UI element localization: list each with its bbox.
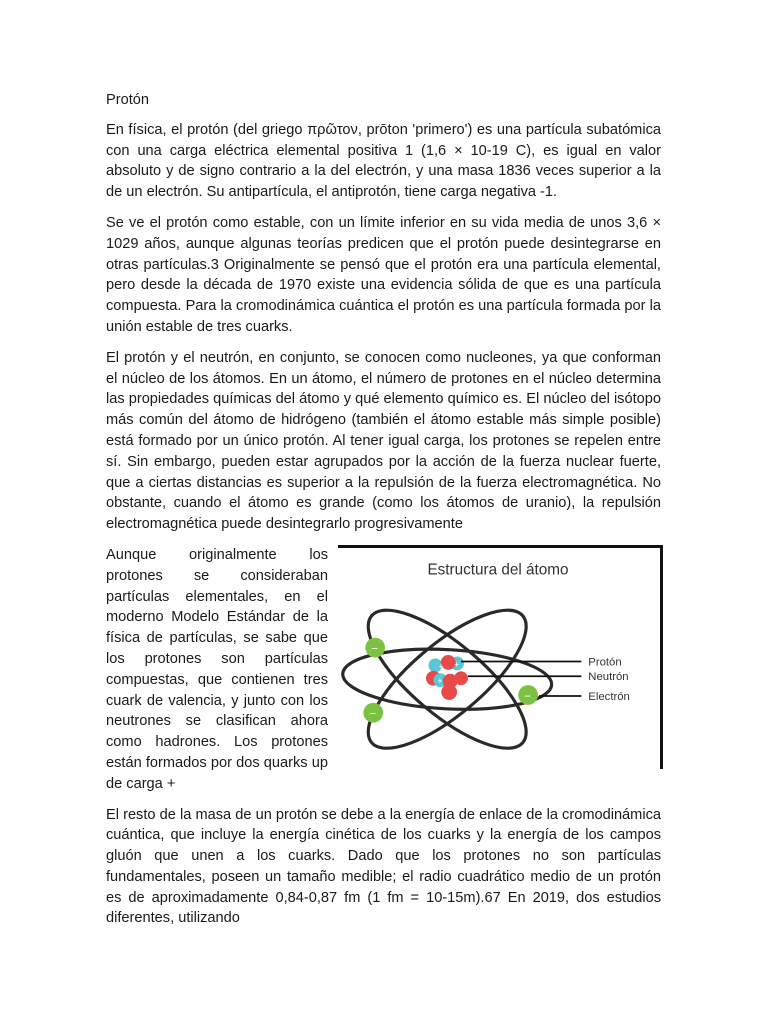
electron-minus-symbol: − — [371, 641, 379, 656]
proton-plus-symbol: + — [454, 659, 460, 670]
document-page — [106, 90, 661, 939]
atom-diagram — [338, 548, 660, 769]
proton-label: Protón — [588, 656, 622, 669]
paragraph-1: En física, el protón (del griego πρῶτον, prōton 'primero') es una partícula subatómica con una carga eléctrica elemental positiva 1 (1,6 × 10-19 C), es igual en valor absoluto y de signo contrario a la del electrón, y una masa 1836 veces superior a la de un electrón. Su antipartícula, el antiprotón, tiene carga negativa -1. — [106, 121, 661, 201]
electron-label: Electrón — [588, 690, 630, 703]
proton-plus-symbol: + — [437, 676, 443, 687]
electron-minus-symbol: − — [369, 706, 377, 721]
paragraph-4: Aunque originalmente los protones se consideraban partículas elementales, en el moderno Modelo Estándar de la física de partículas, se sabe que los protones son partículas compuestas, que contienen tres cuark de valencia, y junto con los neutrones se clasifican ahora como hadrones. Los protones están formados por dos quarks up de carga + — [106, 546, 328, 792]
paragraph-3: El protón y el neutrón, en conjunto, se conocen como nucleones, ya que conforman el núcleo de los átomos. En un átomo, el número de protones en el núcleo determina las propiedades químicas del átomo y qué elemento químico es. El núcleo del isótopo más común del átomo de hidrógeno (también el átomo estable más simple posible) está formado por un único protón. Al tener igual carga, los protones se repelen entre sí. Sin embargo, pueden estar agrupados por la acción de la fuerza nuclear fuerte, que a ciertas distancias es superior a la repulsión de la fuerza electromagnética. No obstante, cuando el átomo es grande (como los átomos de uranio), la repulsión electromagnética puede desintegrarlo progresivamente — [106, 349, 661, 533]
document-title: Protón — [106, 92, 149, 108]
paragraph-2: Se ve el protón como estable, con un límite inferior en su vida media de unos 3,6 × 1029 años, aunque algunas teorías predicen que el protón puede desintegrarse en otras partículas.3 Originalmente se pensó que el protón era una partícula elemental, pero desde la década de 1970 existe una evidencia sólida de que es una partícula compuesta. Para la cromodinámica cuántica el protón es una partícula formada por la unión estable de tres cuarks. — [106, 214, 661, 335]
proton-particle — [441, 684, 457, 700]
atom-structure-figure — [338, 545, 663, 769]
neutron-label: Neutrón — [588, 671, 629, 684]
figure-title: Estructura del átomo — [427, 561, 569, 579]
proton-plus-symbol: + — [438, 661, 444, 672]
electron-minus-symbol: − — [524, 688, 532, 703]
paragraph-5: El resto de la masa de un protón se debe a la energía de enlace de la cromodinámica cuántica, que incluye la energía cinética de los cuarks y la energía de los campos gluón que unen a los cuarks. Dado que los protones no son partículas fundamentales, poseen un tamaño medible; el radio cuadrático medio de un protón es de aproximadamente 0,84-0,87 fm (1 fm = 10-15m).67 En 2019, dos estudios diferentes, utilizando — [106, 806, 661, 927]
